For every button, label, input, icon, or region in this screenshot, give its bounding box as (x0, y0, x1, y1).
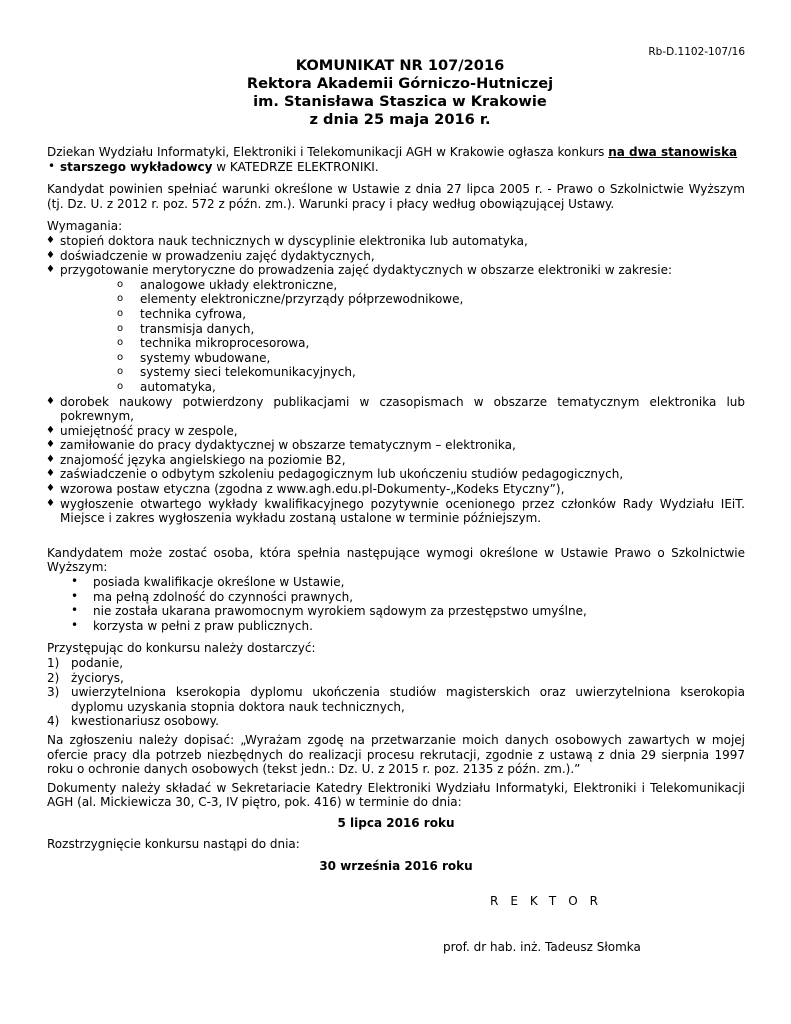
requirement-item: ♦ wzorowa postaw etyczna (zgodna z www.agh.edu.pl-Dokumenty-„Kodeks Etyczny”), (46, 482, 565, 497)
position-department: w KATEDRZE ELEKTRONIKI. (212, 159, 379, 174)
circle-bullet-icon: o (117, 307, 124, 319)
eligibility-item: • nie została ukarana prawomocnym wyrokiem sądowym za przestępstwo umyślne, (71, 603, 587, 619)
intro-highlight: na dwa stanowiska (608, 145, 738, 159)
title-line-2: Rektora Akademii Górniczo-Hutniczej (246, 75, 554, 92)
requirement-item: ♦ zamiłowanie do pracy dydaktycznej w obszarze tematycznym – elektronika, (46, 438, 516, 453)
bullet-icon: • (71, 603, 79, 618)
submission-note: Dokumenty należy składać w Sekretariacie Katedry Elektroniki Wydziału Informatyki, Elektroniki i Telekomunikacji AGH (al. Mickiewicza 30, C-3, IV piętro, pok. 416) w terminie do dnia: (47, 780, 745, 810)
documents-list (47, 656, 745, 729)
circle-bullet-icon: o (117, 293, 124, 305)
bullet-icon: • (71, 574, 79, 589)
document-item: 1) podanie, (47, 656, 124, 670)
circle-bullet-icon: o (117, 278, 124, 290)
requirement-item: ♦ znajomość języka angielskiego na poziomie B2, (46, 452, 346, 467)
document-page (46, 0, 745, 954)
diamond-bullet-icon: ♦ (46, 497, 55, 509)
requirements-header: Wymagania: (47, 219, 123, 234)
resolution-note: Rozstrzygnięcie konkursu nastąpi do dnia: (47, 836, 300, 851)
requirement-item: ♦ doświadczenie w prowadzeniu zajęć dydaktycznych, (46, 248, 375, 263)
resolution-date: 30 września 2016 roku (319, 859, 473, 874)
intro-text: Dziekan Wydziału Informatyki, Elektroniki i Telekomunikacji AGH w Krakowie ogłasza konkurs (47, 145, 609, 159)
title-line-1: KOMUNIKAT NR 107/2016 (295, 57, 505, 74)
diamond-bullet-icon: ♦ (46, 264, 55, 276)
subject-area-item: o systemy sieci telekomunikacyjnych, (117, 365, 356, 380)
diamond-bullet-icon: ♦ (46, 249, 55, 261)
bullet-icon: • (71, 617, 79, 632)
requirement-item: ♦ wygłoszenie otwartego wykłady kwalifikacyjnego pozytywnie ocenionego przez członków Rady Wydziału IEiT. Miejsce i zakres wygłoszenia wykładu zostaną ustalone w terminie późniejszym. (46, 496, 745, 526)
bullet-icon: • (48, 158, 56, 173)
eligibility-item: • posiada kwalifikacje określone w Ustawie, (71, 574, 345, 590)
consent-note: Na zgłoszeniu należy dopisać: „Wyrażam zgodę na przetwarzanie moich danych osobowych zawartych w mojej ofercie pracy dla potrzeb niezbędnych do realizacji procesu rekrutacji, zgodnie z ustawą z dnia 29 sierpnia 1997 roku o ochronie danych osobowych (tekst jedn.: Dz. U. z 2015 r. poz. 2135 z późn. zm.).” (47, 732, 745, 777)
document-item: 4) kwestionariusz osobowy. (47, 714, 219, 729)
requirement-item: ♦ stopień doktora nauk technicznych w dyscyplinie elektronika lub automatyka, (46, 233, 528, 248)
signature-title: REKTOR (490, 894, 610, 908)
circle-bullet-icon: o (117, 380, 124, 392)
eligibility-item: • ma pełną zdolność do czynności prawnych, (71, 588, 354, 604)
document-item: 2) życiorys, (47, 670, 124, 685)
diamond-bullet-icon: ♦ (46, 439, 55, 451)
subject-area-item: o transmisja danych, (117, 321, 255, 336)
subject-area-item: o technika cyfrowa, (117, 306, 247, 321)
diamond-bullet-icon: ♦ (46, 424, 55, 436)
diamond-bullet-icon: ♦ (46, 468, 55, 480)
requirements-list-b (47, 395, 745, 526)
documents-header: Przystępując do konkursu należy dostarczyć: (47, 641, 316, 656)
reference-number: Rb-D.1102-107/16 (648, 46, 745, 58)
requirements-list-a (47, 234, 745, 278)
position-item (47, 160, 745, 175)
diamond-bullet-icon: ♦ (46, 234, 55, 246)
bullet-icon: • (71, 588, 79, 603)
eligibility-intro: Kandydatem może zostać osoba, która spełnia następujące wymogi określone w Ustawie Prawo o Szkolnictwie Wyższym: (47, 545, 745, 575)
requirement-item: ♦ umiejętność pracy w zespole, (46, 423, 238, 438)
signatory-name: prof. dr hab. inż. Tadeusz Słomka (443, 940, 641, 954)
submission-deadline: 5 lipca 2016 roku (337, 815, 455, 830)
requirement-item: ♦ dorobek naukowy potwierdzony publikacjami w czasopismach w obszarze tematycznym elektronika lub pokrewnym, (46, 394, 745, 424)
subject-area-item: o analogowe układy elektroniczne, (117, 277, 338, 292)
eligibility-item: • korzysta w pełni z praw publicznych. (71, 617, 313, 633)
circle-bullet-icon: o (117, 322, 124, 334)
document-item: 3) uwierzytelniona kserokopia dyplomu ukończenia studiów magisterskich oraz uwierzytelniona kserokopia dyplomu uzyskania stopnia doktora nauk technicznych, (47, 685, 745, 714)
intro-paragraph (47, 145, 745, 160)
candidate-conditions: Kandydat powinien spełniać warunki określone w Ustawie z dnia 27 lipca 2005 r. - Prawo o Szkolnictwie Wyższym (tj. Dz. U. z 2012 r. poz. 572 z późn. zm.). Warunki pracy i płacy według obowiązującej Ustawy. (47, 182, 745, 211)
circle-bullet-icon: o (117, 351, 124, 363)
subject-area-item: o elementy elektroniczne/przyrządy półprzewodnikowe, (117, 292, 464, 307)
circle-bullet-icon: o (117, 337, 124, 349)
subject-area-item: o automatyka, (117, 379, 216, 394)
position-list (47, 160, 745, 175)
eligibility-list (47, 575, 745, 633)
subject-area-item: o systemy wbudowane, (117, 350, 271, 365)
title-line-3: im. Stanisława Staszica w Krakowie (253, 93, 547, 110)
circle-bullet-icon: o (117, 366, 124, 378)
requirement-item: ♦ przygotowanie merytoryczne do prowadzenia zajęć dydaktycznych w obszarze elektroniki w zakresie: (46, 263, 672, 278)
title-line-4: z dnia 25 maja 2016 r. (309, 111, 491, 128)
document-title (55, 57, 745, 129)
subject-areas-list (47, 278, 745, 395)
requirement-item: ♦ zaświadczenie o odbytym szkoleniu pedagogicznym lub ukończeniu studiów pedagogicznych, (46, 467, 624, 482)
diamond-bullet-icon: ♦ (46, 395, 55, 407)
position-title: starszego wykładowcy (60, 159, 213, 174)
diamond-bullet-icon: ♦ (46, 453, 55, 465)
diamond-bullet-icon: ♦ (46, 483, 55, 495)
subject-area-item: o technika mikroprocesorowa, (117, 336, 310, 351)
